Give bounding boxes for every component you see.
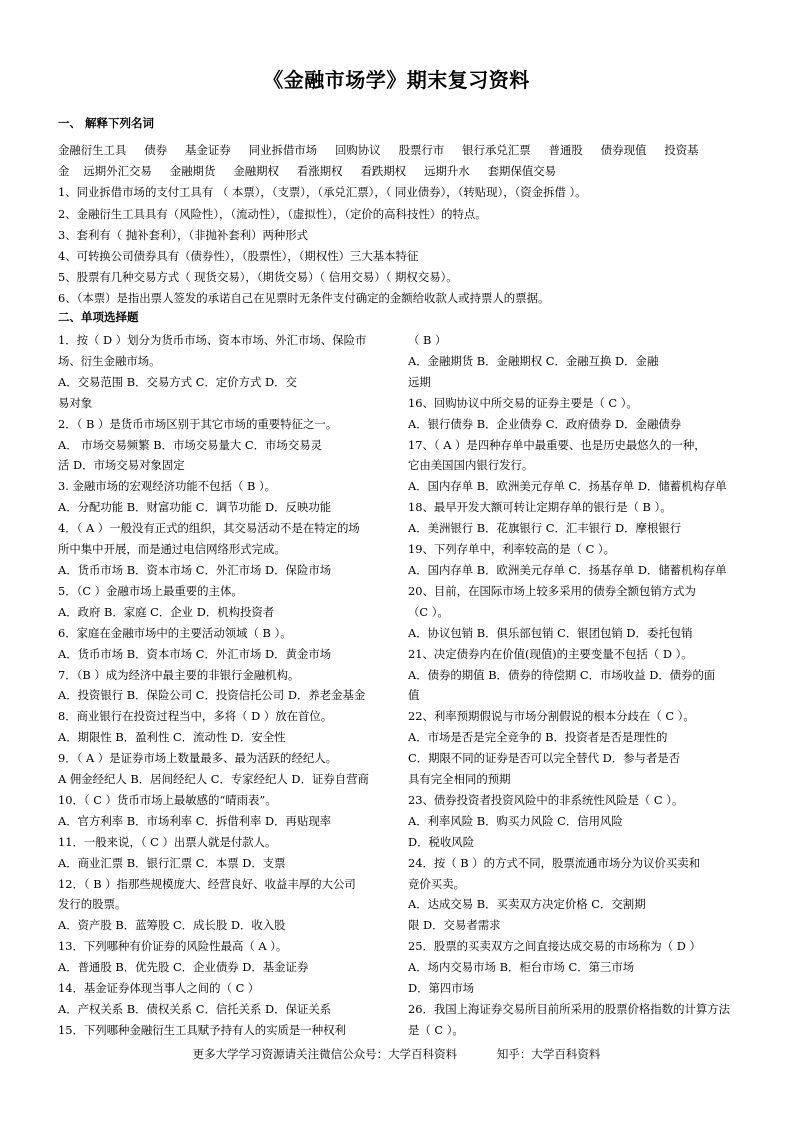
question-line: D．税收风险 [408,834,475,849]
fact-line: 4、可转换公司债券具有（债券性），（股票性），（期权性）三大基本特征 [58,249,419,264]
terms-line-1 [58,140,742,161]
question-line: 场、衍生金融市场。 [58,353,161,368]
footer [0,1046,793,1062]
term: 基金证券 [185,143,231,157]
question-line: 19、下列存单中，利率较高的是（ C ）。 [408,542,616,557]
question-line: 14．基金证券体现当事人之间的（ C ） [58,981,260,996]
question-line: 11．一般来说，（ C ）出票人就是付款人。 [58,834,277,849]
question-line: 24．按（ B ）的方式不同，股票流通市场分为议价买卖和 [408,855,701,870]
question-line: 23、债券投资者投资风险中的非系统性风险是（ C ）。 [408,792,684,807]
questions-left-column [58,330,388,1041]
term: 远期升水 [424,164,470,179]
fact-line: 3、套利有（ 抛补套利），（非抛补套利）两种形式 [58,227,309,242]
question-line: 15．下列哪种金融衍生工具赋予持有人的实质是一种权利 [58,1022,346,1037]
question-line: A．货币市场 B．资本市场 C．外汇市场 D．保险市场 [58,562,332,577]
question-line: 4．（ A ）一般没有正式的组织，其交易活动不是在特定的场 [58,521,360,536]
question-line: 3. 金融市场的宏观经济功能不包括（ B ）。 [58,479,277,494]
term: 金 [58,164,70,179]
question-line: 远期 [408,374,431,389]
question-line: A．货币市场 B．资本市场 C．外汇市场 D．黄金市场 [58,646,332,661]
term: 投资基 [664,143,699,157]
question-line: A．期限性 B．盈利性 C．流动性 D．安全性 [58,730,286,745]
question-line: A．利率风险 B．购买力风险 C．信用风险 [408,813,623,828]
question-line: A 佣金经纪人 B．居间经纪人 C．专家经纪人 D．证券自营商 [58,772,369,787]
term: 金融衍生工具 [58,143,127,157]
question-line: A．国内存单 B．欧洲美元存单 C．扬基存单 D．储蓄机构存单 [408,479,727,494]
term: 远期外汇交易 [83,164,152,179]
term: 银行承兑汇票 [462,143,531,157]
question-line: A．债券的期值 B．债券的待偿期 C．市场收益 D．债券的面 [408,667,716,682]
question-line: 2．（ B ）是货币市场区别于其它市场的重要特征之一。 [58,416,338,431]
question-line: 12．（ B ）指那些规模庞大、经营良好、收益丰厚的大公司 [58,876,356,891]
question-line: A．官方利率 B．市场利率 C．拆借利率 D．再贴现率 [58,813,332,828]
fact-line: 2、金融衍生工具具有（风险性），（流动性），（虚拟性），（定价的高科技性）的特点。 [58,206,487,221]
question-line: D．第四市场 [408,981,475,996]
question-line: A．达成交易 B．买卖双方决定价格 C．交割期 [408,897,646,912]
question-line: 18、最早开发大额可转让定期存单的银行是（ B ）。 [408,500,672,515]
fact-line: 6、（本票）是指出票人签发的承诺自己在见票时无条件支付确定的金额给收款人或持票人的票据。 [58,291,550,306]
question-line: 21、决定债券内在价值(现值)的主要变量不包括（ D ）。 [408,646,693,661]
question-line: （C ）。 [408,604,449,619]
question-line: C．期限不同的证券是否可以完全替代 D．参与者是否 [408,751,681,766]
question-line: A．协议包销 B．俱乐部包销 C．银团包销 D．委托包销 [408,625,693,640]
terms-line-2 [58,161,742,182]
question-line: A．产权关系 B．债权关系 C．信托关系 D．保证关系 [58,1002,332,1016]
question-line: 竞价买卖。 [408,876,465,891]
question-line: 22、利率预期假说与市场分割假说的根本分歧在（ C ）。 [408,709,695,724]
question-line: A．政府 B．家庭 C．企业 D．机构投资者 [58,604,275,619]
question-line: 5．（C ）金融市场上最重要的主体。 [58,583,243,598]
question-line: 1．按（ D ）划分为货币市场、资本市场、外汇市场、保险市 [58,333,367,347]
fact-line: 1、同业拆借市场的支付工具有 （ 本票），（支票），（承兑汇票），（ 同业债券），（转贴现），（资金拆借 ）。 [58,185,587,200]
term: 套期保值交易 [487,164,557,179]
question-line: 发行的股票。 [58,897,127,912]
term: 金融期权 [233,164,279,179]
question-line: 10．（ C ）货币市场上最敏感的“晴雨表”。 [58,792,277,807]
question-line: 限 D．交易者需求 [408,918,501,933]
section-1-heading: 一、 解释下列名词 [58,116,155,130]
section-1-body [58,140,742,310]
question-line: 26．我国上海证券交易所目前所采用的股票价格指数的计算方法 [408,1002,731,1016]
term: 债券 [144,143,168,157]
question-line: 20、目前，在国际市场上较多采用的债券全额包销方式为 [408,583,696,598]
questions-right-column [408,330,738,1041]
question-line: 是（ C ）。 [408,1022,464,1037]
question-line: 具有完全相同的预期 [408,772,511,787]
question-line: 值 [408,688,420,703]
question-line: A．金融期货 B．金融期权 C．金融互换 D．金融 [408,353,659,368]
question-line: 活 D．市场交易对象固定 [58,458,185,473]
question-line: A．投资银行 B．保险公司 C．投资信托公司 D．养老金基金 [58,688,366,703]
fact-line: 5、股票有几种交易方式（ 现货交易），（期货交易）（ 信用交易）（ 期权交易）。 [58,270,458,285]
question-line: 8．商业银行在投资过程当中，多将（ D ）放在首位。 [58,709,333,724]
question-line: 25．股票的买卖双方之间直接达成交易的市场称为（ D ） [408,939,701,954]
section-2-heading: 二、单项选择题 [58,310,139,324]
question-line: A．国内存单 B．欧洲美元存单 C．扬基存单 D．储蓄机构存单 [408,562,727,577]
question-line: 它由美国国内银行发行。 [408,458,534,473]
question-line: 所中集中开展，而是通过电信网络形式完成。 [58,542,286,557]
question-line: 16、回购协议中所交易的证券主要是（ C ）。 [408,395,638,410]
question-line: 6．家庭在金融市场中的主要活动领域（ B ）。 [58,625,292,640]
question-line: A． 市场交易频繁 B．市场交易量大 C．市场交易灵 [58,437,322,452]
question-line: A．交易范围 B．交易方式 C．定价方式 D．交 [58,374,297,389]
term: 债券现值 [600,143,647,157]
question-line: A．资产股 B．蓝筹股 C．成长股 D．收入股 [58,918,286,933]
question-line: A．市场是否是完全竞争的 B．投资者是否是理性的 [408,730,668,745]
term: 看涨期权 [296,164,343,179]
question-line: A．银行债券 B．企业债券 C．政府债券 D．金融债券 [408,416,682,431]
footer-zhihu: 知乎：大学百科资料 [496,1047,601,1061]
term: 看跌期权 [360,164,407,179]
question-line: A．商业汇票 B．银行汇票 C．本票 D．支票 [58,855,286,870]
question-line: A．分配功能 B．财富功能 C．调节功能 D．反映功能 [58,500,332,515]
question-line: A．普通股 B．优先股 C．企业债券 D．基金证券 [58,960,309,975]
document-title: 《金融市场学》期末复习资料 [263,68,530,92]
question-line: 13．下列哪种有价证券的风险性最高（ A ）。 [58,939,288,954]
term: 股票行市 [398,143,445,157]
question-line: （ B ） [408,333,447,347]
question-line: 7．（B ）成为经济中最主要的非银行金融机构。 [58,667,300,682]
term: 同业拆借市场 [248,143,318,157]
question-line: A．美洲银行 B．花旗银行 C．汇丰银行 D．摩根银行 [408,521,682,536]
term: 金融期货 [169,164,216,179]
question-line: 易对象 [58,395,93,410]
term: 普通股 [548,143,583,157]
term: 回购协议 [335,143,381,157]
footer-wechat: 更多大学学习资源请关注微信公众号：大学百科资料 [192,1047,458,1061]
question-line: 9．（ A ）是证券市场上数量最多、最为活跃的经纪人。 [58,751,338,766]
question-line: 17、（ A ）是四种存单中最重要、也是历史最悠久的一种， [408,437,706,452]
question-line: A．场内交易市场 B．柜台市场 C．第三市场 [408,960,635,975]
